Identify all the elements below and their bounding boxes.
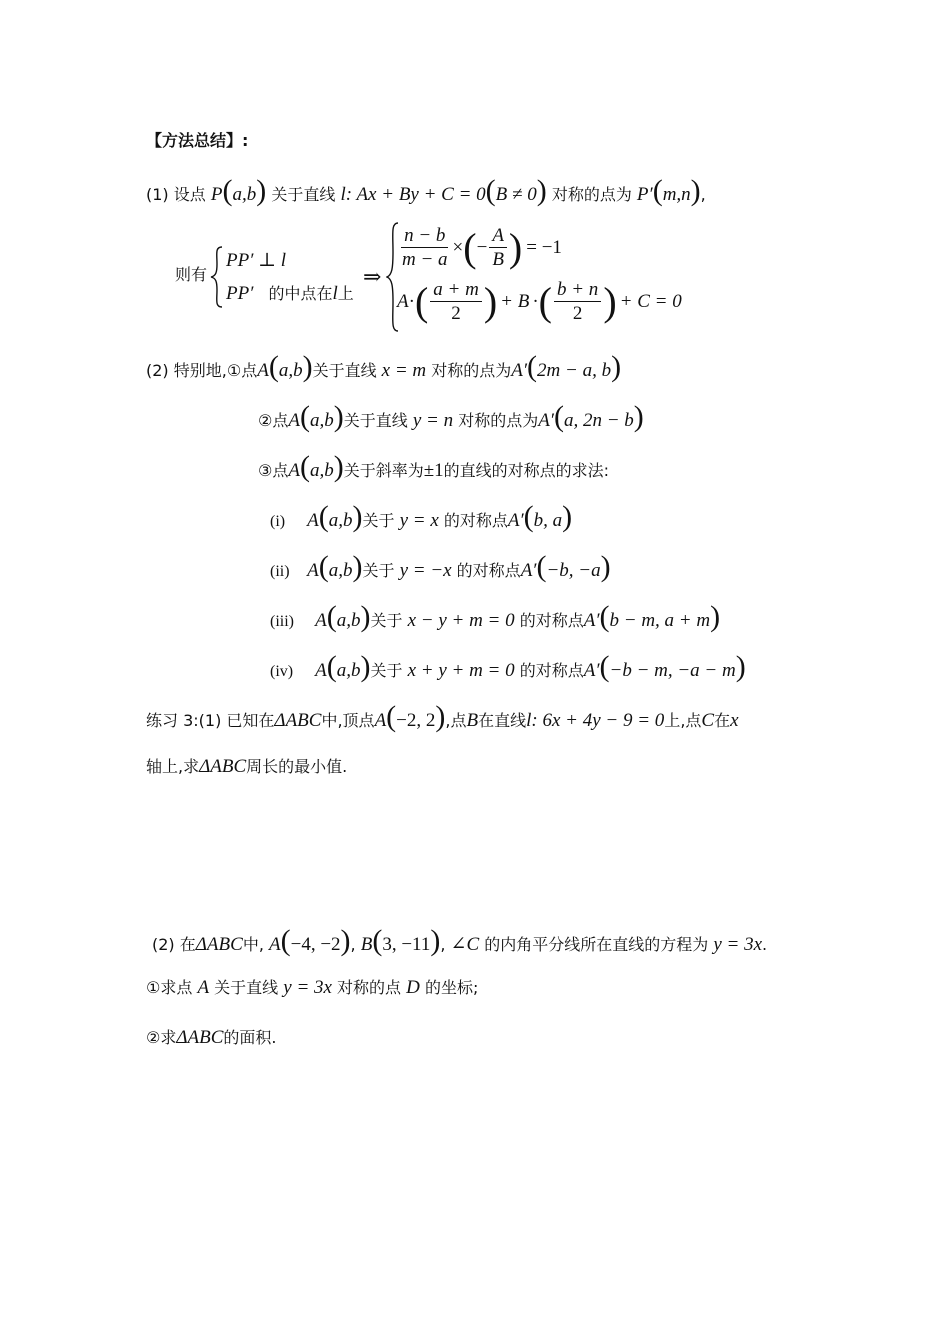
text: 关于直线 [312,361,377,380]
math-var: A [257,360,269,381]
math-var: ΔABC [199,756,247,777]
text: 设点 [173,185,206,204]
math-expr: + B [500,291,530,312]
math-var: D [406,977,420,998]
item-number: (2) [146,361,169,380]
fraction [489,226,507,269]
text: 的对称点 [519,611,584,630]
math-expr: = −1 [526,237,562,258]
text: 中,顶点 [321,711,375,730]
text: 特别地,①点 [173,361,258,380]
math-equation: y = 3x [713,934,763,955]
denominator: m − a [402,249,448,270]
math-var: a,b [336,610,361,631]
math-var: a,b [309,460,334,481]
math-var: C [701,710,715,731]
math-var: x [730,710,739,731]
text: 练习 3:(1) 已知在 [146,711,275,730]
text: ②点 [258,411,289,430]
math-var: P [210,184,223,205]
text: , [440,935,446,954]
method-line-1: (1) 设点 P(a,b) 关于直线 l: Ax + By + C = 0(B ≠ 0) 对称的点为 P′(m,n), [146,174,706,207]
left-brace-icon [210,246,224,308]
math-var: A′ [507,510,524,531]
math-var: P′ [636,184,653,205]
text: ①求点 [146,978,193,997]
numerator: a + m [430,280,482,302]
method-line-2b: ②点A(a,b)关于直线 y = n 对称的点为A′(a, 2n − b) [258,400,644,433]
numerator: b + n [554,280,601,302]
math-var: ΔABC [274,710,322,731]
math-expr: b, a [533,510,563,531]
math-expr: −b, −a [546,560,601,581]
system-right-row-1: $\frac{n - b}{m - a}$ × ( − $\frac{A}{B}$ ) = −1 [397,226,562,269]
text: ③点 [258,461,289,480]
implies-arrow: ⇒ [363,264,382,289]
math-var: m,n [662,184,691,205]
math-var: a,b [328,510,353,531]
math-var: A [307,560,319,581]
math-condition: B ≠ 0 [495,184,537,205]
text: 的对称点 [519,661,584,680]
math-var: a,b [336,660,361,681]
math-var: A [288,410,300,431]
text: 轴上,求 [146,757,200,776]
math-equation: y = 3x [283,977,332,998]
fraction [399,226,451,269]
text: 的对称点 [456,561,521,580]
math-expr: + C = 0 [619,291,682,312]
text: 关于 [370,661,403,680]
math-var: l [332,283,338,304]
math-equation: y = −x [399,560,452,581]
math-var: a,b [309,410,334,431]
math-equation: y = n [412,410,454,431]
math-expr: b − m, a + m [609,610,711,631]
text: ②求 [146,1028,177,1047]
case-number: (iii) [270,613,294,630]
question-1 [146,978,478,997]
text: 则有 [175,265,208,284]
text: 的面积. [223,1028,277,1047]
math-var: B [466,710,479,731]
math-equation: x = m [381,360,427,381]
denominator: 2 [572,303,583,324]
operator: × [452,237,464,258]
text: 上,点 [664,711,702,730]
text: 关于直线 [343,411,408,430]
math-var: A [374,710,387,731]
math-var: A′ [520,560,537,581]
operator: − [476,237,488,258]
operator: · [408,291,415,312]
exercise-3-part-2: (2) 在ΔABC中, A(−4, −2), B(3, −11), ∠C 的内角平分线所在直线的方程为 y = 3x. [152,924,768,957]
math-var: A′ [583,660,600,681]
text: 关于直线 [271,185,336,204]
text: . [762,935,768,954]
text: 在直线 [478,711,527,730]
math-expr: 3, −11 [382,934,431,955]
math-var: A [315,660,327,681]
fraction [430,280,482,323]
math-expr: PP′ [226,283,254,304]
math-var: B [360,934,373,955]
exercise-3-line-2 [146,757,347,776]
text: (2) 在 [152,935,196,954]
denominator: 2 [451,303,461,324]
text: 上 [337,284,354,303]
system-right-row-2: A · ( $\frac{a + m}{2}$ ) + B · ( $\frac{b + n}{2}$ ) + C = 0 [397,278,682,324]
question-2 [146,1028,277,1047]
math-expr: a, 2n − b [563,410,634,431]
math-var: a,b [278,360,303,381]
text: 关于斜率为 [343,461,424,480]
system-row-2 [226,284,354,303]
denominator: B [492,249,504,270]
text: 的坐标; [424,978,479,997]
item-number: (1) [146,185,169,204]
case-row: (iv) A(a,b)关于 x + y + m = 0 的对称点A′(−b − m, −a − m) [270,650,746,683]
case-number: (iv) [270,663,294,680]
text: 的直线的对称点的求法: [443,461,610,480]
section-heading: 【方法总结】: [146,131,249,150]
math-expr: PP′ ⊥ l [226,250,287,271]
math-var: l [340,184,346,205]
case-row: (ii) A(a,b)关于 y = −x 的对称点A′(−b, −a) [270,550,611,583]
method-line-2c: ③点A(a,b)关于斜率为±1的直线的对称点的求法: [258,450,610,483]
math-equation: : 6x + 4y − 9 = 0 [531,710,665,731]
text: 关于 [362,561,395,580]
text: 中, [242,935,264,954]
text: , [700,185,706,204]
math-var: A′ [583,610,600,631]
math-var: A [269,934,281,955]
math-expr: −4, −2 [290,934,341,955]
math-equation: : Ax + By + C = 0 [345,184,486,205]
math-var: A [197,977,210,998]
math-var: A [307,510,319,531]
math-var: A [288,460,300,481]
math-var: A [397,291,409,312]
case-number: (ii) [270,563,290,580]
math-var: ∠C [450,934,480,955]
text: 的中点在 [268,284,333,303]
math-expr: 2m − a, b [537,360,612,381]
math-var: A [315,610,327,631]
text: 对称的点 [337,978,402,997]
text: 的对称点 [443,511,508,530]
text: , [350,935,356,954]
text: 对称的点为 [458,411,539,430]
numerator: n − b [401,226,448,248]
text: 对称的点为 [431,361,512,380]
text: 关于直线 [214,978,279,997]
text: 对称的点为 [551,185,632,204]
case-row: (iii) A(a,b)关于 x − y + m = 0 的对称点A′(b − m, a + m) [270,600,721,633]
text: 在 [714,711,731,730]
fraction [554,280,601,323]
math-expr: ±1 [423,460,444,481]
math-var: ΔABC [176,1027,224,1048]
math-var: a,b [328,560,353,581]
case-number: (i) [270,513,286,530]
math-equation: x − y + m = 0 [407,610,515,631]
case-row: (i) A(a,b)关于 y = x 的对称点A′(b, a) [270,500,573,533]
math-expr: −b − m, −a − m [609,660,736,681]
text: 关于 [370,611,403,630]
math-var: a,b [232,184,257,205]
math-var: A′ [511,360,528,381]
text: 关于 [362,511,395,530]
exercise-3-line-1: 练习 3:(1) 已知在ΔABC中,顶点A(−2, 2),点B在直线l: 6x + 4y − 9 = 0上,点C在x [146,700,739,733]
numerator: A [489,226,507,248]
method-line-2: (2) 特别地,①点A(a,b)关于直线 x = m 对称的点为A′(2m − a, b) [146,350,622,383]
math-var: l [526,710,532,731]
math-expr: −2, 2 [396,710,436,731]
operator: · [532,291,539,312]
math-var: A′ [538,410,554,431]
text: ,点 [445,711,467,730]
math-equation: x + y + m = 0 [407,660,515,681]
text: 的内角平分线所在直线的方程为 [484,935,709,954]
text: 周长的最小值. [246,757,348,776]
math-var: ΔABC [195,934,243,955]
system-row-1 [226,251,286,270]
math-equation: y = x [399,510,439,531]
